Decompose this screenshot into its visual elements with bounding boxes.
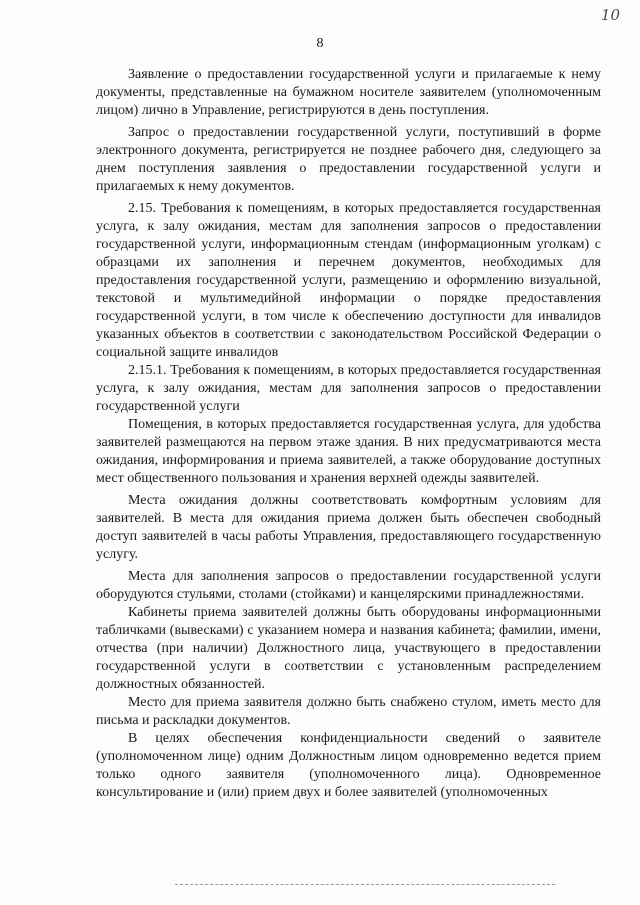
handwritten-sheet-number: 10 [600,6,620,24]
paragraph-section-2-15: 2.15. Требования к помещениям, в которых предоставляется государственная услуга, к залу ожидания, местам для заполнения запросов о предоставлении государственной услуги, информационным стендам (информационным уголкам) с образцами их заполнения и перечнем документов, необходимых для предоставления государственной услуги, размещению и оформлению визуальной, текстовой и мультимедийной информации о порядке предоставления государственной услуги, в том числе к обеспечению доступности для инвалидов указанных объектов в соответствии с законодательством Российской Федерации о социальной защите инвалидов [96,201,601,360]
footer-rule [175,884,555,885]
paragraph-registration: Заявление о предоставлении государственной услуги и прилагаемые к нему документы, представленные на бумажном носителе заявителем (уполномоченным лицом) лично в Управление, регистрируются в день поступления. [96,67,601,118]
paragraph-waiting-areas: Места ожидания должны соответствовать комфортным условиям для заявителей. В места для ожидания приема должен быть обеспечен свободный доступ заявителей в часы работы Управления, предоставляющего государственную услугу. [96,493,601,562]
paragraph-filling-areas: Места для заполнения запросов о предоставлении государственной услуги оборудуются стульями, столами (стойками) и канцелярскими принадлежностями. [96,569,601,602]
paragraph-premises: Помещения, в которых предоставляется государственная услуга, для удобства заявителей размещаются на первом этаже здания. В них предусматриваются места ожидания, информирования и приема заявителей, а также оборудование доступных мест общественного пользования и хранения верхней одежды заявителей. [96,417,601,486]
page-number: 8 [316,36,324,51]
document-body [96,66,601,806]
paragraph-confidentiality: В целях обеспечения конфиденциальности сведений о заявителе (уполномоченном лице) одним Должностным лицом одновременно ведется прием только одного заявителя (уполномоченного лица). Одновременное консультирование и (или) прием двух и более заявителей (уполномоченных [96,731,601,800]
paragraph-section-2-15-1: 2.15.1. Требования к помещениям, в которых предоставляется государственная услуга, к залу ожидания, местам для заполнения запросов о предоставлении государственной услуги [96,363,601,414]
paragraph-offices: Кабинеты приема заявителей должны быть оборудованы информационными табличками (вывесками) с указанием номера и названия кабинета; фамилии, имени, отчества (при наличии) Должностного лица, участвующего в предоставлении государственной услуги в соответствии с установленным распределением должностных обязанностей. [96,605,601,692]
paragraph-reception-place: Место для приема заявителя должно быть снабжено стулом, иметь место для письма и раскладки документов. [96,695,601,728]
paragraph-electronic-request: Запрос о предоставлении государственной услуги, поступивший в форме электронного документа, регистрируется не позднее рабочего дня, следующего за днем поступления заявления о предоставлении государственной услуги и прилагаемых к нему документов. [96,125,601,194]
